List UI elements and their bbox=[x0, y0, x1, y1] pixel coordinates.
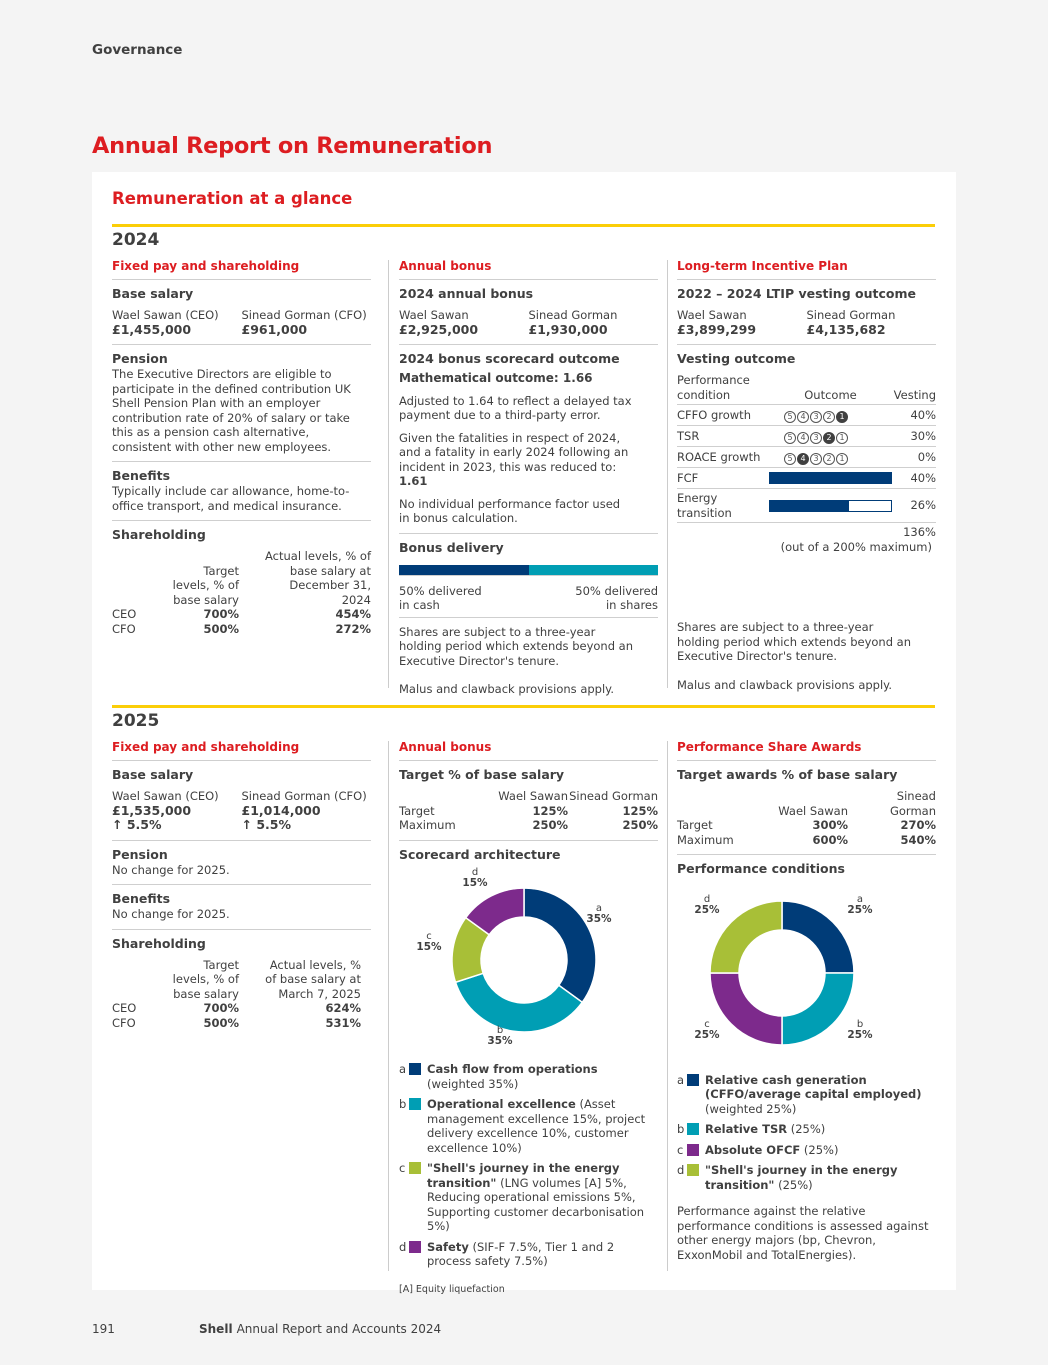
legend-letter: b bbox=[399, 1097, 407, 1111]
legend-item bbox=[399, 1062, 658, 1091]
table-row: Energy transition 26% bbox=[677, 489, 936, 523]
subheading: Shareholding bbox=[112, 527, 206, 542]
arrow-up-icon: ↑ bbox=[241, 817, 252, 832]
shareholding-table bbox=[112, 549, 371, 636]
malus-text: Malus and clawback provisions apply. bbox=[399, 682, 614, 696]
cash-label: 50% delivered in cash bbox=[399, 583, 482, 612]
legend-text: "Shell's journey in the energy transition" (LNG volumes [A] 5%, Reducing operational emissions 5%, Supporting customer decarbonisation 5%) bbox=[427, 1161, 645, 1233]
legend-item bbox=[677, 1073, 936, 1117]
col-target: Target levels, % of base salary bbox=[172, 563, 239, 607]
rating-circle: 2 bbox=[823, 432, 835, 444]
ceo-name: Wael Sawan bbox=[399, 308, 469, 322]
target-table: Wael Sawan Sinead Gorman Target 125% 125% Maximum 250% 250% bbox=[399, 789, 658, 832]
slice-letter: c bbox=[426, 930, 432, 942]
slice-letter: b bbox=[496, 1024, 504, 1036]
slice-letter: d bbox=[703, 894, 711, 905]
ceo-ltip: £3,899,299 bbox=[677, 321, 757, 337]
slice-value: 25% bbox=[694, 904, 720, 916]
rating-circle: 3 bbox=[810, 411, 822, 423]
legend-letter: a bbox=[677, 1072, 685, 1087]
table-row: Target 125% 125% bbox=[399, 803, 658, 818]
subheading: 2024 annual bonus bbox=[399, 286, 534, 301]
legend-item bbox=[399, 1161, 658, 1234]
cfo-name: Sinead Gorman bbox=[528, 308, 618, 322]
slice-letter: d bbox=[471, 866, 479, 878]
legend-text: Cash flow from operations (weighted 35%) bbox=[427, 1062, 598, 1091]
subheading: Benefits bbox=[112, 891, 171, 906]
subheading: Base salary bbox=[112, 767, 194, 782]
scorecard-legend bbox=[399, 1062, 658, 1269]
slice-letter: a bbox=[595, 902, 603, 914]
legend-letter: a bbox=[399, 1062, 407, 1076]
slice-letter: b bbox=[856, 1019, 864, 1030]
slice-value: 15% bbox=[462, 876, 488, 889]
legend-text: "Shell's journey in the energy transition" (25%) bbox=[705, 1163, 898, 1192]
pension-text: No change for 2025. bbox=[112, 862, 230, 877]
legend-text: Operational excellence (Asset management excellence 15%, project delivery excellence 10%, customer excellence 10%) bbox=[427, 1097, 646, 1155]
ceo-salary: £1,455,000 bbox=[112, 321, 192, 337]
rating-circle: 4 bbox=[797, 453, 809, 465]
ceo-increase: ↑ 5.5% bbox=[112, 817, 162, 832]
slice-letter: c bbox=[704, 1019, 710, 1030]
col-actual: Actual levels, % of base salary at December 31, 2024 bbox=[265, 549, 371, 607]
ltip-2024 bbox=[677, 254, 936, 692]
ceo-salary: £1,535,000 bbox=[112, 802, 192, 818]
slice-value: 35% bbox=[586, 912, 612, 925]
subheading: Benefits bbox=[112, 468, 171, 483]
legend-swatch bbox=[687, 1164, 699, 1176]
shares-segment bbox=[529, 565, 659, 575]
subheading: Pension bbox=[112, 846, 168, 862]
year-2024: 2024 bbox=[112, 230, 160, 250]
rating-circle: 1 bbox=[836, 432, 848, 444]
subheading: Shareholding bbox=[112, 935, 206, 951]
legend-letter: b bbox=[677, 1122, 685, 1136]
fixed-pay-2024 bbox=[112, 254, 371, 636]
annual-bonus-2025 bbox=[399, 735, 658, 1297]
math-outcome: Mathematical outcome: 1.66 bbox=[399, 371, 593, 385]
slice-letter: a bbox=[856, 894, 864, 905]
shares-label: 50% delivered in shares bbox=[575, 583, 658, 612]
cfo-ltip: £4,135,682 bbox=[806, 321, 886, 337]
donut-slice-a bbox=[524, 888, 596, 1002]
cash-segment bbox=[399, 565, 529, 575]
column-heading: Annual bonus bbox=[399, 254, 658, 280]
legend-text: Relative TSR (25%) bbox=[705, 1122, 826, 1136]
subheading: Target awards % of base salary bbox=[677, 767, 898, 782]
pension-text: The Executive Directors are eligible to participate in the defined contribution UK Shell Pension Plan with an employer contribution rate of 20% of salary or take this as a pension cash alternative, consistent with other new employees. bbox=[112, 367, 351, 454]
psa-2025 bbox=[677, 735, 936, 1262]
rating-circle: 2 bbox=[823, 453, 835, 465]
malus-text: Malus and clawback provisions apply. bbox=[677, 677, 892, 692]
column-heading: Fixed pay and shareholding bbox=[112, 735, 371, 761]
rating-circle: 4 bbox=[797, 432, 809, 444]
year-divider bbox=[112, 705, 935, 708]
reduction-text: Given the fatalities in respect of 2024, and a fatality in early 2024 following an incident in 2023, this was reduced to: 1.61 bbox=[399, 430, 629, 488]
table-row: CEO 700% 624% bbox=[112, 1001, 361, 1015]
individual-factor-text: No individual performance factor used in bonus calculation. bbox=[399, 496, 621, 525]
legend-swatch bbox=[409, 1162, 421, 1174]
slice-value: 25% bbox=[694, 1029, 720, 1041]
table-row: FCF 40% bbox=[677, 468, 936, 489]
legend-swatch bbox=[409, 1241, 421, 1253]
performance-donut-chart bbox=[677, 877, 936, 1063]
legend-text: Absolute OFCF (25%) bbox=[705, 1142, 839, 1157]
subheading: Scorecard architecture bbox=[399, 846, 561, 862]
performance-note: Performance against the relative performance conditions is assessed against other energy majors (bp, Chevron, ExxonMobil and TotalEnergies). bbox=[677, 1204, 929, 1262]
legend-swatch bbox=[687, 1123, 699, 1135]
rating-circle: 5 bbox=[784, 411, 796, 423]
cfo-increase: ↑ 5.5% bbox=[241, 817, 292, 832]
year-2025: 2025 bbox=[112, 711, 160, 731]
panel-title: Remuneration at a glance bbox=[112, 189, 353, 208]
page-number: 191 bbox=[92, 1322, 115, 1336]
remuneration-panel bbox=[92, 172, 956, 1295]
scorecard-donut-chart bbox=[399, 863, 658, 1053]
rating-circle: 5 bbox=[784, 432, 796, 444]
legend-letter: c bbox=[677, 1142, 684, 1157]
subheading: 2024 bonus scorecard outcome bbox=[399, 351, 620, 366]
table-row: CFO 500% 272% bbox=[112, 621, 371, 636]
cfo-name: Sinead Gorman bbox=[806, 308, 896, 322]
table-row: Target 300% 270% bbox=[677, 818, 936, 832]
vesting-total-note: (out of a 200% maximum) bbox=[780, 539, 932, 554]
target-awards-table: Wael Sawan Sinead Gorman Target 300% 270% Maximum 600% 540% bbox=[677, 789, 936, 847]
page-title: Annual Report on Remuneration bbox=[92, 133, 493, 159]
table-row: CFO 500% 531% bbox=[112, 1015, 361, 1030]
shareholding-table: Target levels, % of base salary Actual levels, % of base salary at March 7, 2025 CEO 700% 624% CFO 500% 531% bbox=[112, 958, 371, 1031]
subheading: 2022 – 2024 LTIP vesting outcome bbox=[677, 286, 916, 301]
arrow-up-icon: ↑ bbox=[112, 817, 123, 832]
vesting-bar bbox=[769, 472, 892, 484]
legend-swatch bbox=[687, 1074, 699, 1086]
table-row: CEO 700% 454% bbox=[112, 607, 371, 621]
slice-value: 35% bbox=[487, 1034, 513, 1047]
ceo-name: Wael Sawan bbox=[677, 308, 747, 322]
delivery-bar bbox=[399, 565, 658, 575]
legend-item bbox=[677, 1163, 936, 1192]
donut-slice-c bbox=[710, 973, 782, 1045]
holding-text: Shares are subject to a three-year holding period which extends beyond an Executive Director's tenure. bbox=[677, 620, 911, 663]
table-row: Maximum 250% 250% bbox=[399, 818, 658, 832]
fixed-pay-2025 bbox=[112, 735, 371, 1030]
legend-letter: d bbox=[399, 1239, 407, 1254]
cfo-bonus: £1,930,000 bbox=[528, 321, 608, 337]
subheading: Target % of base salary bbox=[399, 767, 565, 782]
donut-slice-a bbox=[782, 901, 854, 973]
year-divider bbox=[112, 224, 935, 227]
benefits-text: Typically include car allowance, home-to-office transport, and medical insurance. bbox=[112, 484, 350, 513]
ceo-name: Wael Sawan (CEO) bbox=[112, 789, 219, 803]
rating-circle: 2 bbox=[823, 411, 835, 423]
legend-item bbox=[677, 1122, 936, 1137]
rating-circle: 5 bbox=[784, 453, 796, 465]
annual-bonus-2024 bbox=[399, 254, 658, 697]
slice-value: 25% bbox=[847, 904, 873, 916]
legend-item bbox=[677, 1143, 936, 1158]
legend-swatch bbox=[687, 1144, 699, 1156]
legend-letter: d bbox=[677, 1163, 685, 1177]
legend-swatch bbox=[409, 1098, 421, 1110]
vesting-total: 136% bbox=[903, 525, 936, 539]
subheading: Bonus delivery bbox=[399, 539, 504, 555]
holding-text: Shares are subject to a three-year holding period which extends beyond an Executive Director's tenure. bbox=[399, 624, 633, 668]
rating-circle: 3 bbox=[810, 453, 822, 465]
column-heading: Fixed pay and shareholding bbox=[112, 254, 371, 280]
subheading: Base salary bbox=[112, 286, 194, 301]
table-row: Maximum 600% 540% bbox=[677, 832, 936, 847]
cfo-salary: £1,014,000 bbox=[241, 802, 321, 818]
subheading: Performance conditions bbox=[677, 861, 845, 876]
subheading: Pension bbox=[112, 351, 168, 366]
legend-text: Relative cash generation (CFFO/average capital employed) (weighted 25%) bbox=[705, 1072, 922, 1116]
cfo-name: Sinead Gorman (CFO) bbox=[241, 789, 367, 803]
rating-circle: 3 bbox=[810, 432, 822, 444]
table-row: ROACE growth 5 4 3 2 1 0% bbox=[677, 447, 936, 468]
slice-value: 15% bbox=[416, 940, 442, 953]
subheading: Vesting outcome bbox=[677, 351, 796, 366]
vesting-table: Performance condition Outcome Vesting CFFO growth 5 4 3 2 1 40% TSR 5 4 3 2 1 30% ROACE growth 5 4 3 2 1 0% FCF 40% Energy transition 26% bbox=[677, 371, 936, 523]
rating-circle: 1 bbox=[836, 453, 848, 465]
table-row: CFFO growth 5 4 3 2 1 40% bbox=[677, 405, 936, 426]
cfo-salary: £961,000 bbox=[241, 321, 308, 337]
slice-value: 25% bbox=[847, 1029, 873, 1041]
adjust-text: Adjusted to 1.64 to reflect a delayed tax payment due to a third-party error. bbox=[399, 393, 632, 422]
column-heading: Annual bonus bbox=[399, 735, 658, 761]
legend-item bbox=[399, 1240, 658, 1269]
performance-legend bbox=[677, 1073, 936, 1193]
column-heading: Long-term Incentive Plan bbox=[677, 254, 936, 280]
cfo-name: Sinead Gorman (CFO) bbox=[241, 308, 367, 322]
table-row: TSR 5 4 3 2 1 30% bbox=[677, 426, 936, 447]
ceo-bonus: £2,925,000 bbox=[399, 321, 479, 337]
legend-swatch bbox=[409, 1063, 421, 1075]
rating-circle: 1 bbox=[836, 411, 848, 423]
column-heading: Performance Share Awards bbox=[677, 735, 936, 761]
section-label: Governance bbox=[92, 42, 183, 58]
legend-letter: c bbox=[399, 1161, 406, 1175]
vesting-bar bbox=[769, 500, 892, 512]
rating-circle: 4 bbox=[797, 411, 809, 423]
benefits-text: No change for 2025. bbox=[112, 907, 230, 921]
legend-text: Safety (SIF-F 7.5%, Tier 1 and 2 process safety 7.5%) bbox=[427, 1239, 615, 1268]
ceo-name: Wael Sawan (CEO) bbox=[112, 308, 219, 322]
legend-item bbox=[399, 1097, 658, 1155]
footer-title: Shell Annual Report and Accounts 2024 bbox=[199, 1322, 442, 1336]
donut-slice-d bbox=[710, 901, 782, 973]
footnote: [A] Equity liquefaction bbox=[399, 1283, 505, 1295]
donut-slice-b bbox=[782, 973, 854, 1045]
